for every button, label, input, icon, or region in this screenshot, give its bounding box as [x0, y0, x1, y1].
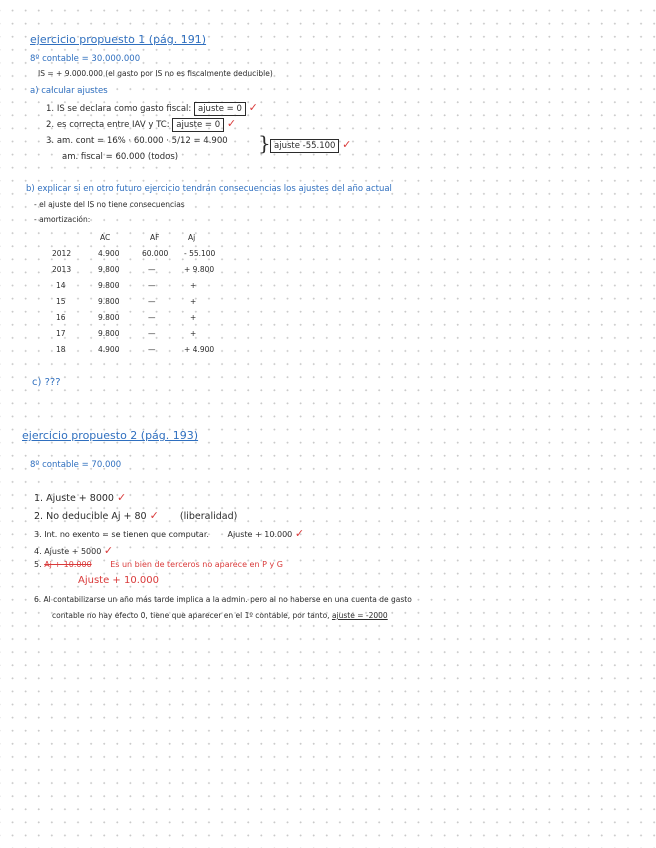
item-num: 1. — [34, 493, 44, 504]
ex2-item5-adjust: Ajuste + 10.000 — [78, 575, 159, 586]
item-text: am. cont = 16% · 60.000 · 5/12 = 4.900 — [56, 136, 228, 146]
table-cell: — — [148, 345, 156, 354]
ex1-item1 — [46, 102, 258, 114]
ex1-item2 — [46, 118, 236, 130]
table-cell: + 4.900 — [184, 345, 215, 354]
table-cell: — — [148, 313, 156, 322]
table-cell: 60.000 — [142, 249, 169, 258]
table-cell: — — [148, 329, 156, 338]
table-cell: 9.800 — [98, 329, 120, 338]
item-extra: Ajuste + 10.000 — [227, 530, 293, 539]
ex1-b-bullet-2: - amortización: — [34, 215, 91, 224]
item-num: 4. — [34, 547, 42, 556]
table-cell: 9.800 — [98, 313, 120, 322]
table-cell: 18 — [56, 345, 66, 354]
item-text: IS se declara como gasto fiscal: — [56, 104, 192, 114]
table-cell: 15 — [56, 297, 66, 306]
item-num: 3. — [34, 530, 42, 539]
ex1-b-bullet-1: - el ajuste del IS no tiene consecuencias — [34, 200, 185, 209]
check-icon: ✓ — [294, 527, 305, 540]
table-cell: + — [190, 313, 197, 322]
table-cell: — — [148, 281, 156, 290]
ex1-a-label: a) calcular ajustes — [30, 86, 108, 96]
table-header-ac: AC — [100, 233, 111, 242]
item-num: 5. — [34, 560, 42, 569]
table-cell: + — [190, 329, 197, 338]
ex1-line2: IS = + 9.000.000 (el gasto por IS no es fiscalmente deducible) — [38, 69, 273, 78]
table-cell: 17 — [56, 329, 66, 338]
item-underlined: ajuste = -2000 — [331, 611, 388, 620]
check-icon: ✓ — [342, 138, 352, 151]
item-text: Ajuste + 8000 — [46, 493, 114, 504]
table-header-aj: Aj — [188, 233, 196, 242]
table-cell: + 9.800 — [184, 265, 215, 274]
item-num: 2. — [34, 511, 44, 522]
table-cell: 4.900 — [98, 345, 120, 354]
check-icon: ✓ — [248, 101, 258, 114]
table-cell: 9.800 — [98, 265, 120, 274]
ex2-item5 — [34, 561, 283, 569]
ex2-item2 — [34, 510, 237, 522]
ex1-title: ejercicio propuesto 1 (pág. 191) — [30, 33, 207, 46]
adjust-box: ajuste = 0 — [194, 102, 246, 116]
item-num: 2. — [46, 120, 55, 130]
item-note: Es un bien de terceros no aparece en P y G — [110, 560, 283, 569]
item-num: 1. — [46, 104, 55, 114]
ex2-item1 — [34, 492, 126, 504]
table-cell: 16 — [56, 313, 66, 322]
item-note: (liberalidad) — [179, 511, 238, 522]
item-text: Al contabilizarse un año más tarde implica a la admin. pero al no haberse en una cuenta de gasto — [43, 595, 412, 604]
table-cell: - 55.100 — [184, 249, 216, 258]
item-text: am. fiscal = 60.000 (todos) — [62, 152, 179, 162]
table-cell: + — [190, 297, 197, 306]
item-text: No deducible Aj + 80 — [46, 511, 147, 522]
ex1-c-label: c) ??? — [32, 377, 61, 388]
ex1-item3 — [46, 137, 228, 146]
check-icon: ✓ — [226, 117, 237, 130]
adjust-box: ajuste = 0 — [172, 118, 224, 132]
check-icon: ✓ — [117, 491, 127, 504]
ex2-item6-cont — [52, 612, 388, 620]
item-text: Int. no exento = se tienen que computar. — [44, 530, 209, 539]
table-cell: 9.800 — [98, 281, 120, 290]
ex1-item3-adjust — [270, 139, 351, 151]
adjust-box: ajuste -55.100 — [270, 139, 339, 153]
table-cell: — — [148, 265, 156, 274]
ex1-b-label: b) explicar si en otro futuro ejercicio tendrán consecuencias los ajustes del año actual — [26, 184, 392, 194]
ex1-item3-fiscal — [62, 153, 178, 162]
table-cell: 4.900 — [98, 249, 120, 258]
table-cell: 2012 — [52, 249, 72, 258]
ex2-item3 — [34, 528, 304, 539]
item-num: 3. — [46, 136, 55, 146]
check-icon: ✓ — [149, 509, 159, 522]
item-text: contable no hay efecto 0, tiene que aparecer en el 1º contable, por tanto, — [52, 611, 330, 620]
item-text: es correcta entre IAV y TC: — [56, 120, 170, 130]
item-num: 6. — [34, 595, 42, 604]
struck-text: Aj + 10.000 — [44, 560, 92, 569]
ex1-line1: 8º contable = 30.000.000 — [30, 54, 141, 64]
table-cell: — — [148, 297, 156, 306]
table-cell: + — [190, 281, 197, 290]
ex2-line1: 8º contable = 70.000 — [30, 460, 122, 470]
table-header-af: AF — [150, 233, 160, 242]
ex2-title: ejercicio propuesto 2 (pág. 193) — [22, 429, 199, 442]
brace-icon: } — [258, 131, 271, 155]
table-cell: 14 — [56, 281, 66, 290]
table-cell: 2013 — [52, 265, 72, 274]
ex2-item4 — [34, 545, 113, 556]
item-text: Ajuste + 5000 — [44, 547, 102, 556]
check-icon: ✓ — [103, 544, 114, 557]
ex2-item6 — [34, 596, 412, 604]
table-cell: 9.800 — [98, 297, 120, 306]
